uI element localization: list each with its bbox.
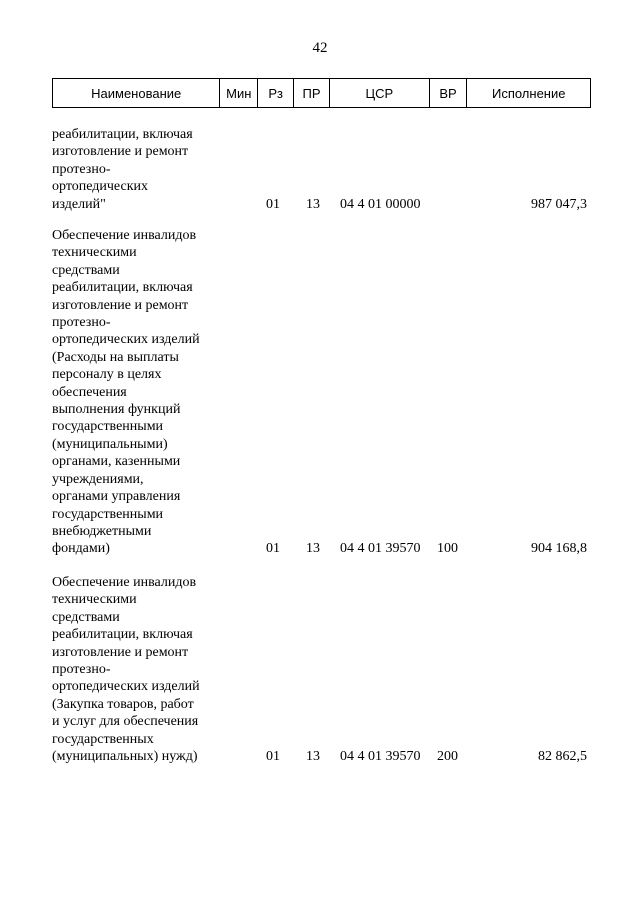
row-pr: 13: [306, 541, 320, 556]
row-pr: 13: [306, 749, 320, 764]
header-execution: Исполнение: [491, 85, 566, 101]
row-vr: 100: [437, 541, 458, 556]
header-name: Наименование: [53, 79, 220, 107]
table-row: [52, 227, 591, 557]
table-row: [52, 574, 591, 769]
row-name: реабилитации, включая изготовление и ремонт протезно- ортопедических изделий": [52, 127, 193, 212]
header-vr: ВР: [430, 79, 468, 107]
row-execution: 987 047,3: [531, 197, 587, 212]
header-rz: Рз: [258, 79, 294, 107]
row-rz: 01: [266, 197, 280, 212]
header-csr: ЦСР: [330, 79, 430, 107]
row-csr: 04 4 01 39570: [340, 541, 421, 556]
table-row: [52, 126, 591, 216]
header-min: Мин: [220, 79, 258, 107]
row-name: Обеспечение инвалидов техническими средствами реабилитации, включая изготовление и ремонт протезно- ортопедических изделий (Расходы на выплаты персоналу в целях обеспечения выполнения функций государственными (муниципальными) органами, казенными учреждениями, органами управления государственными внебюджетными фондами): [52, 228, 200, 557]
row-rz: 01: [266, 541, 280, 556]
row-csr: 04 4 01 39570: [340, 749, 421, 764]
header-pr: ПР: [294, 79, 330, 107]
table-header: [52, 78, 591, 108]
row-csr: 04 4 01 00000: [340, 197, 421, 212]
row-rz: 01: [266, 749, 280, 764]
row-execution: 904 168,8: [531, 541, 587, 556]
row-pr: 13: [306, 197, 320, 212]
page-number: 42: [312, 40, 328, 56]
row-name: Обеспечение инвалидов техническими средствами реабилитации, включая изготовление и ремонт протезно- ортопедических изделий (Закупка товаров, работ и услуг для обеспечения государственных (муниципальных) нужд): [52, 575, 200, 765]
row-execution: 82 862,5: [538, 749, 587, 764]
row-vr: 200: [437, 749, 458, 764]
